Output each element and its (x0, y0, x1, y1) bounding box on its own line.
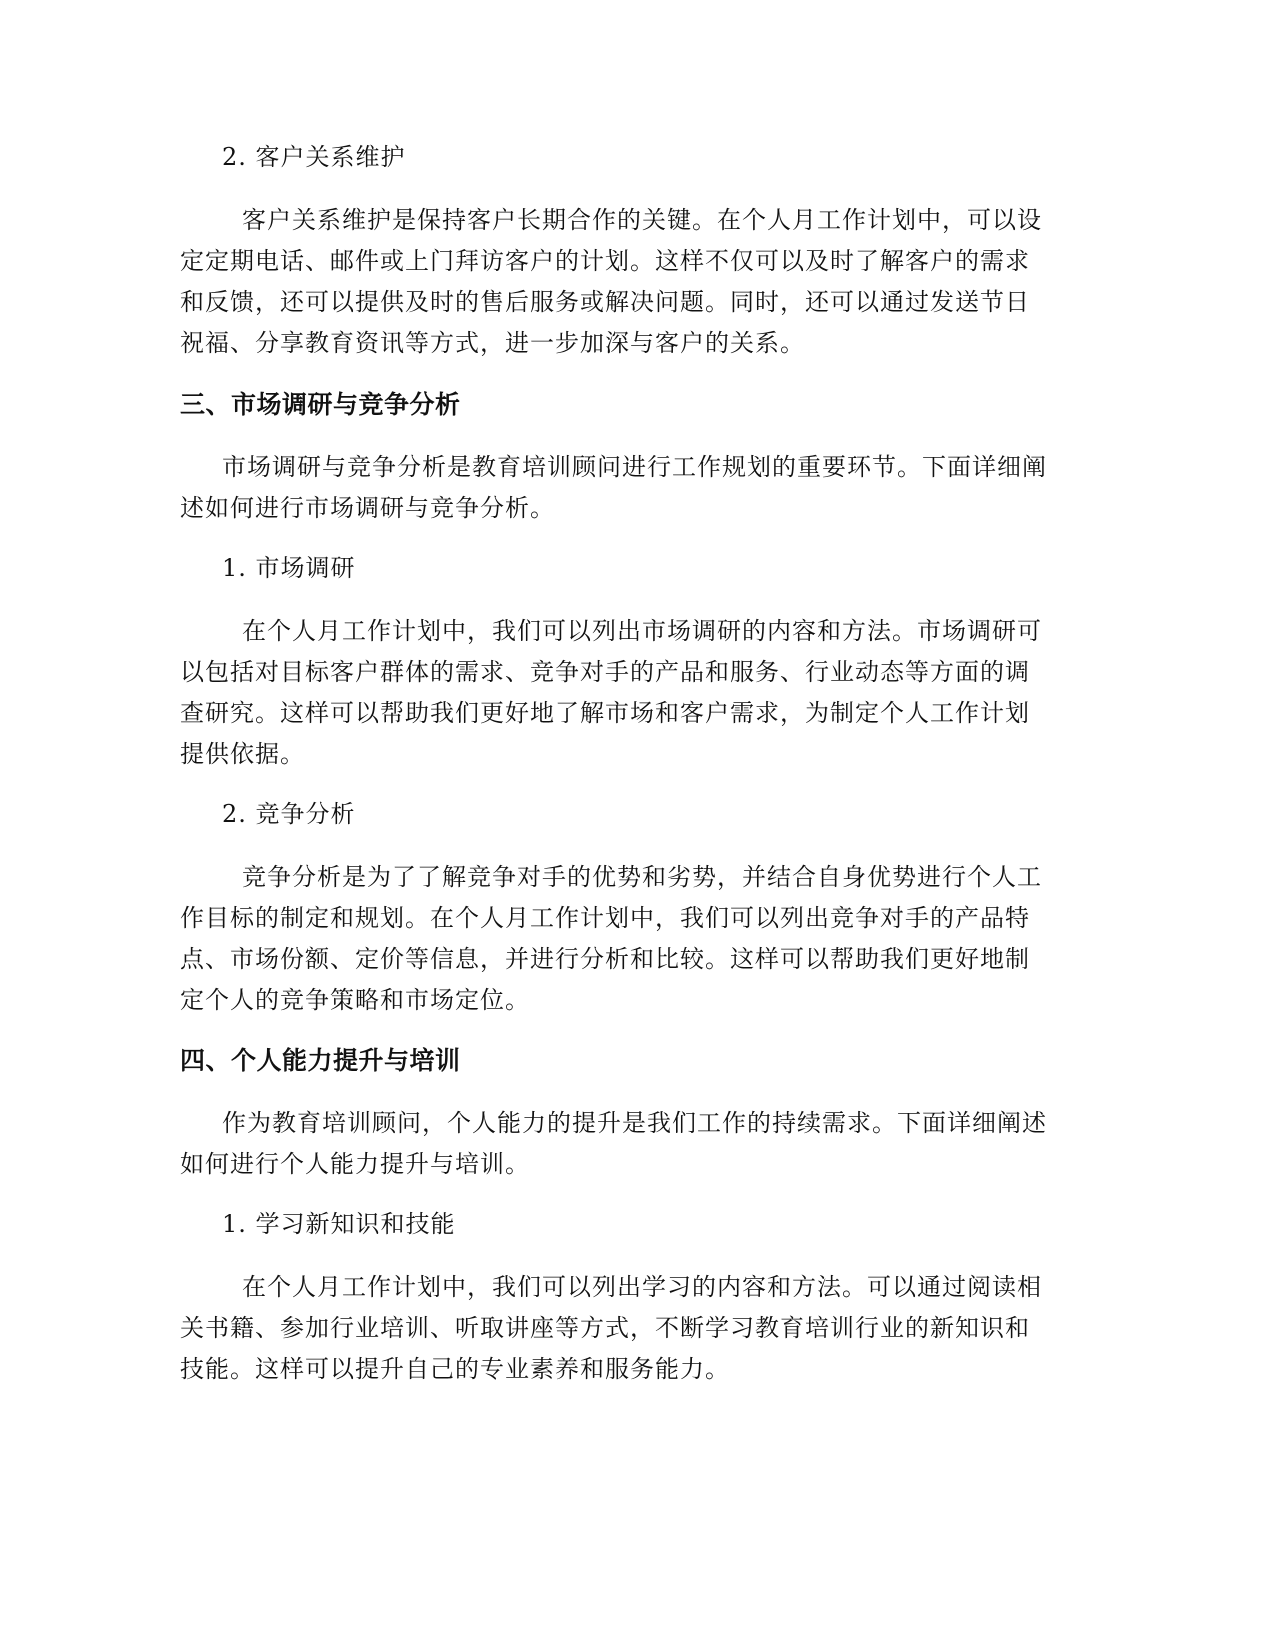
paragraph-learning-skills: 在个人月工作计划中，我们可以列出学习的内容和方法。可以通过阅读相关书籍、参加行业培训、听取讲座等方式，不断学习教育培训行业的新知识和技能。这样可以提升自己的专业素养和服务能力。 (180, 1273, 1042, 1383)
subheading-competition-analysis: 2. 竞争分析 (222, 800, 356, 828)
subheading-customer-relationship: 2. 客户关系维护 (222, 143, 406, 171)
paragraph-market-research: 在个人月工作计划中，我们可以列出市场调研的内容和方法。市场调研可以包括对目标客户群体的需求、竞争对手的产品和服务、行业动态等方面的调查研究。这样可以帮助我们更好地了解市场和客户需求，为制定个人工作计划提供依据。 (180, 617, 1042, 768)
section-title-market-research: 三、市场调研与竞争分析 (180, 390, 461, 419)
section-intro-market-research: 市场调研与竞争分析是教育培训顾问进行工作规划的重要环节。下面详细阐述如何进行市场调研与竞争分析。 (180, 453, 1047, 522)
subheading-learning-skills: 1. 学习新知识和技能 (222, 1210, 456, 1238)
section-intro-capability-training: 作为教育培训顾问，个人能力的提升是我们工作的持续需求。下面详细阐述如何进行个人能力提升与培训。 (180, 1109, 1047, 1178)
subheading-market-research: 1. 市场调研 (222, 554, 356, 582)
paragraph-customer-relationship: 客户关系维护是保持客户长期合作的关键。在个人月工作计划中，可以设定定期电话、邮件或上门拜访客户的计划。这样不仅可以及时了解客户的需求和反馈，还可以提供及时的售后服务或解决问题。同时，还可以通过发送节日祝福、分享教育资讯等方式，进一步加深与客户的关系。 (180, 206, 1042, 357)
section-title-capability-training: 四、个人能力提升与培训 (180, 1046, 461, 1075)
paragraph-competition-analysis: 竞争分析是为了了解竞争对手的优势和劣势，并结合自身优势进行个人工作目标的制定和规划。在个人月工作计划中，我们可以列出竞争对手的产品特点、市场份额、定价等信息，并进行分析和比较。这样可以帮助我们更好地制定个人的竞争策略和市场定位。 (180, 863, 1042, 1014)
